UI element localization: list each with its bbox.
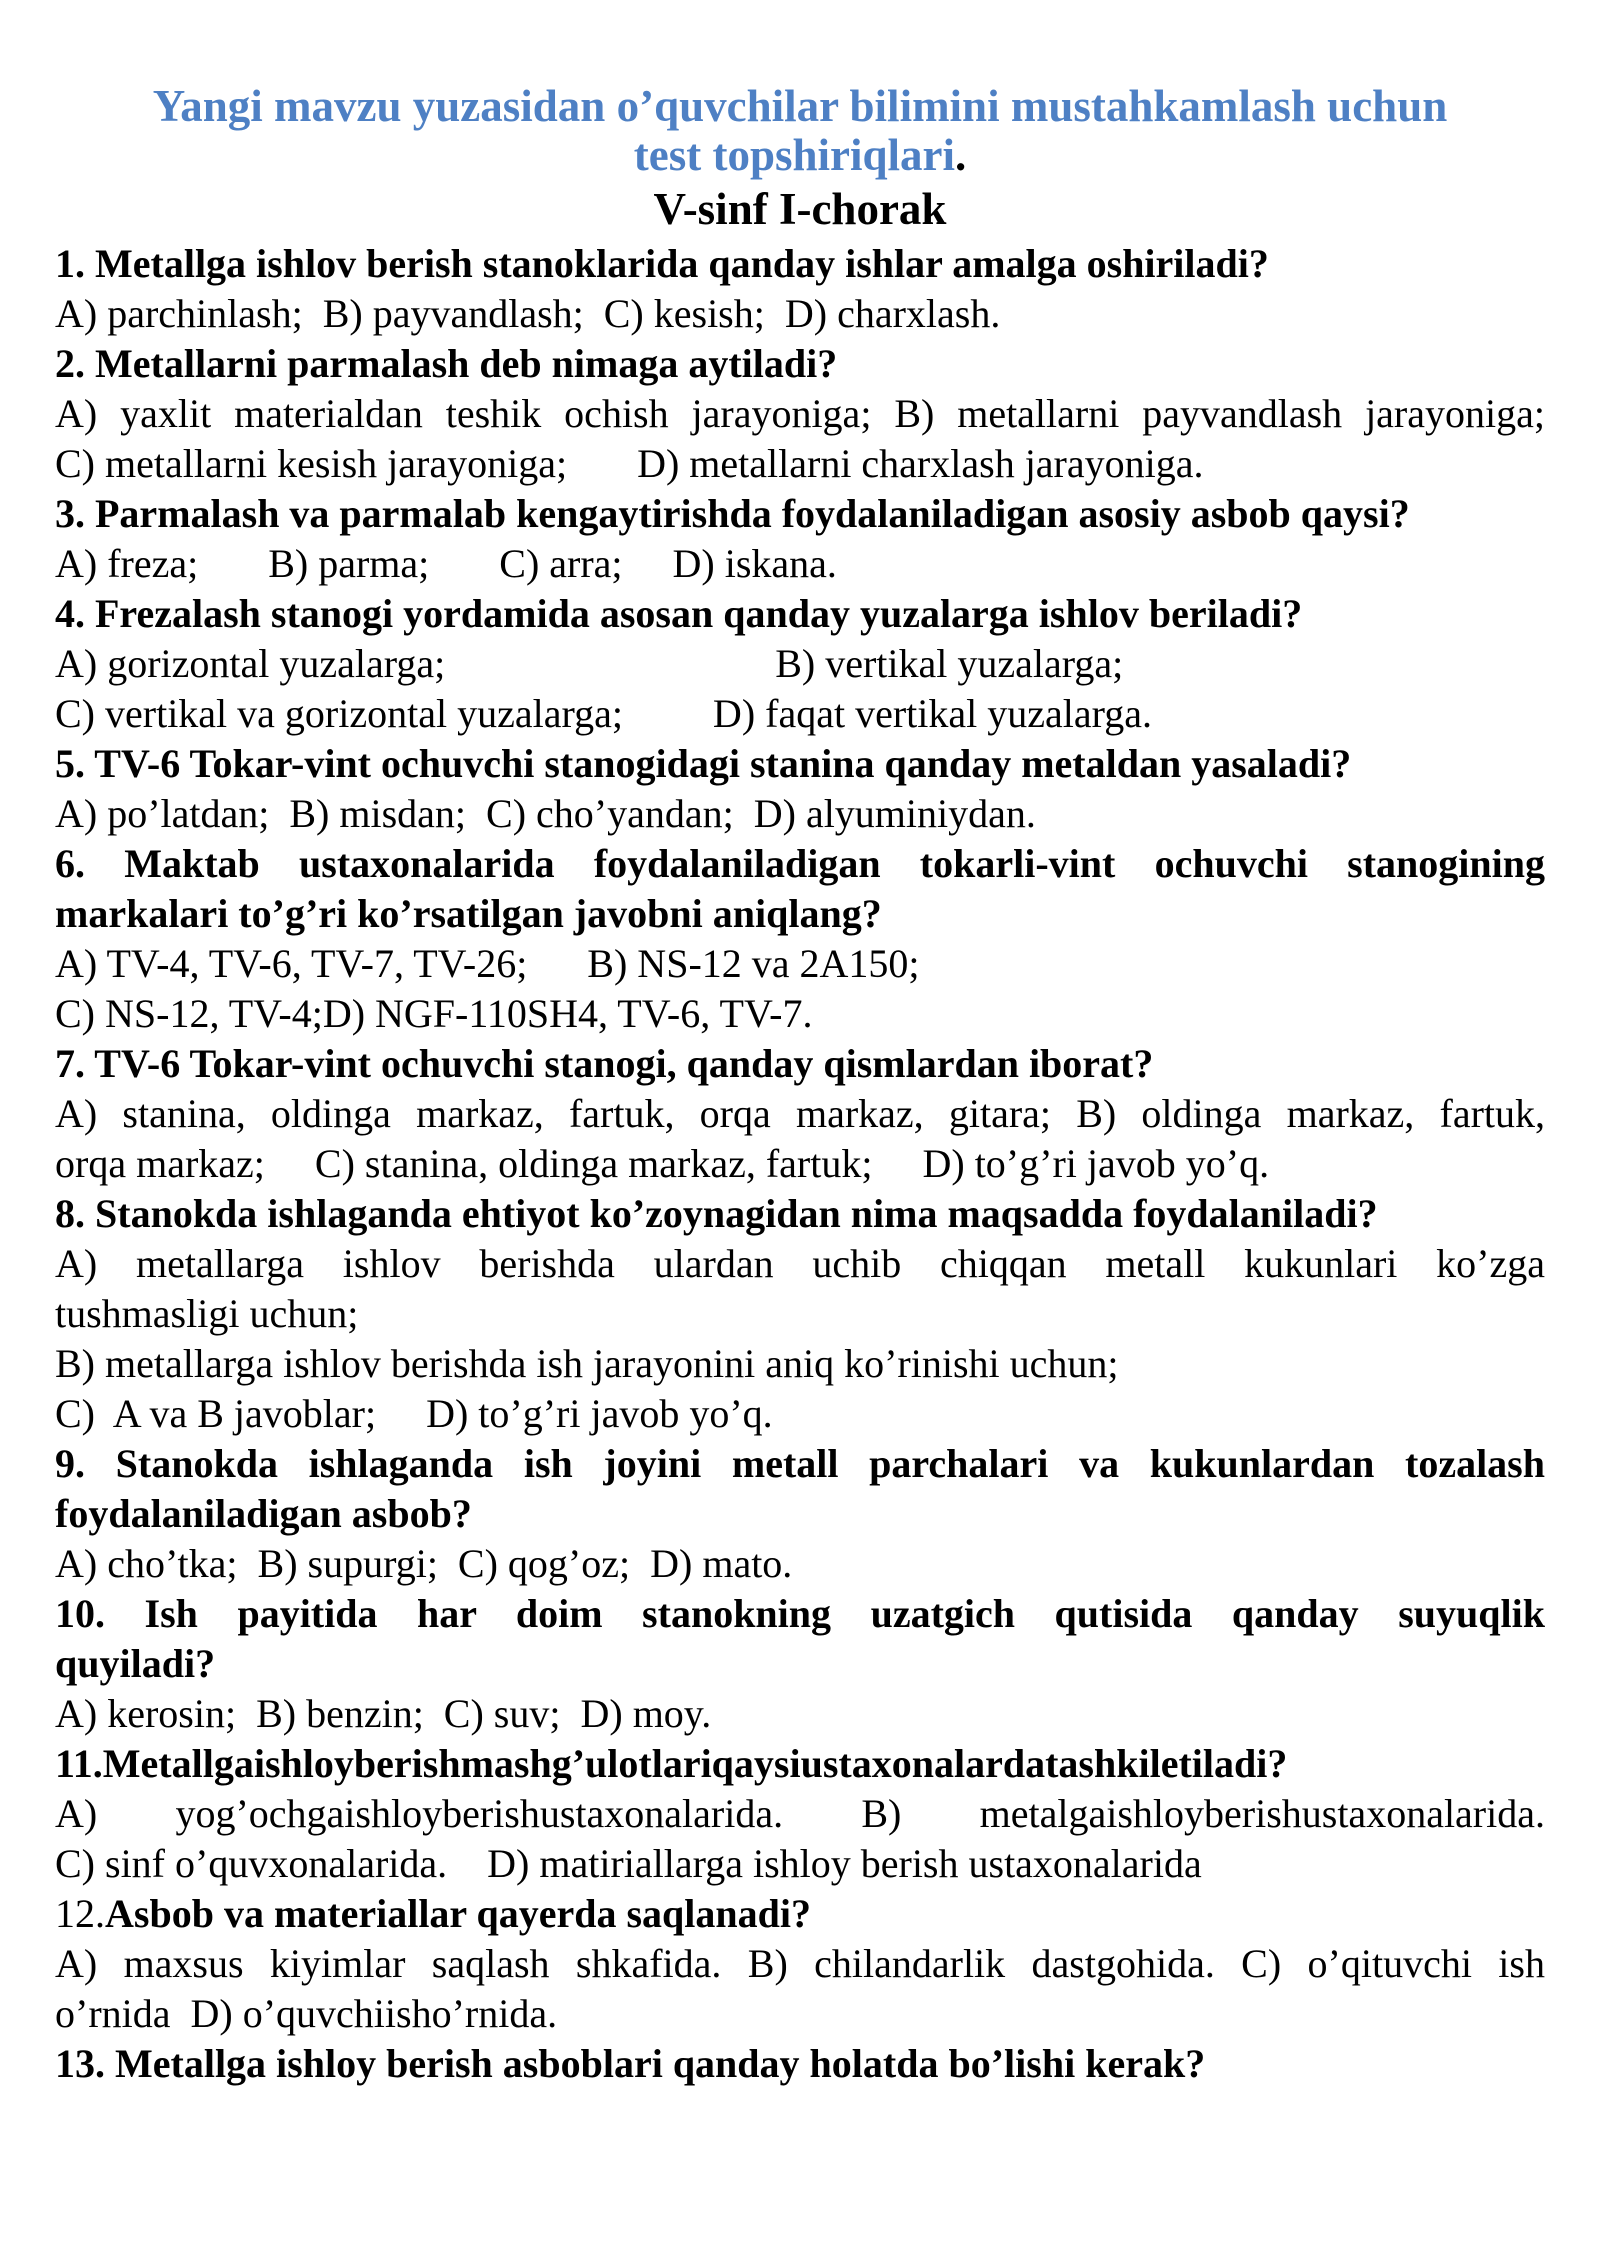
question-line: 10. Ish payitida har doim stanokning uzatgich qutisida qanday suyuqlik xyxy=(55,1591,1545,1636)
answer-line: A) stanina, oldinga markaz, fartuk, orqa markaz, gitara; B) oldinga markaz, fartuk, xyxy=(55,1091,1545,1136)
answer-line: A) maxsus kiyimlar saqlash shkafida. B) chilandarlik dastgohida. C) o’qituvchi ish xyxy=(55,1941,1545,1986)
question-line: 7. TV-6 Tokar-vint ochuvchi stanogi, qanday qismlardan iborat? xyxy=(55,1041,1154,1086)
answer-line: C) metallarni kesish jarayoniga; D) metallarni charxlash jarayoniga. xyxy=(55,441,1204,486)
answer-line: A) gorizontal yuzalarga; B) vertikal yuzalarga; xyxy=(55,641,1124,686)
question-line: 4. Frezalash stanogi yordamida asosan qanday yuzalarga ishlov beriladi? xyxy=(55,591,1303,636)
title-line-1 xyxy=(55,82,1545,131)
test-body xyxy=(55,239,1545,2089)
answer-line: A) kerosin; B) benzin; C) suv; D) moy. xyxy=(55,1691,712,1736)
document-title xyxy=(55,82,1545,180)
answer-line: A) cho’tka; B) supurgi; C) qog’oz; D) mato. xyxy=(55,1541,793,1586)
title-line-2 xyxy=(55,131,1545,180)
question-line: 11.Metallgaishloyberishmashg’ulotlariqaysiustaxonalardatashkiletiladi? xyxy=(55,1741,1288,1786)
question-line: 6. Maktab ustaxonalarida foydalaniladigan tokarli-vint ochuvchi stanogining xyxy=(55,841,1545,886)
answer-line: C) vertikal va gorizontal yuzalarga; D) faqat vertikal yuzalarga. xyxy=(55,691,1152,736)
question-line: 5. TV-6 Tokar-vint ochuvchi stanogidagi stanina qanday metaldan yasaladi? xyxy=(55,741,1352,786)
answer-line: A) yog’ochgaishloyberishustaxonalarida. B) metalgaishloyberishustaxonalarida. xyxy=(55,1791,1545,1836)
title-period: . xyxy=(955,130,967,180)
answer-line: orqa markaz; C) stanina, oldinga markaz, fartuk; D) to’g’ri javob yo’q. xyxy=(55,1141,1270,1186)
section-heading: V-sinf I-chorak xyxy=(653,184,947,234)
question-line: 2. Metallarni parmalash deb nimaga aytiladi? xyxy=(55,341,838,386)
question-line: 1. Metallga ishlov berish stanoklarida qanday ishlar amalga oshiriladi? xyxy=(55,241,1269,286)
answer-line: o’rnida D) o’quvchiisho’rnida. xyxy=(55,1991,558,2036)
document-header xyxy=(55,82,1545,237)
answer-line: A) freza; B) parma; C) arra; D) iskana. xyxy=(55,541,837,586)
question-line: foydalaniladigan asbob? xyxy=(55,1491,472,1536)
answer-line: A) parchinlash; B) payvandlash; C) kesish; D) charxlash. xyxy=(55,291,1001,336)
question-line: 3. Parmalash va parmalab kengaytirishda foydalaniladigan asosiy asbob qaysi? xyxy=(55,491,1410,536)
answer-line: A) TV-4, TV-6, TV-7, TV-26; B) NS-12 va 2A150; xyxy=(55,941,920,986)
answer-line: A) yaxlit materialdan teshik ochish jarayoniga; B) metallarni payvandlash jarayoniga; xyxy=(55,391,1545,436)
question-line xyxy=(55,1889,1545,1939)
title-line-2-text: test topshiriqlari xyxy=(633,130,955,180)
answer-line: A) po’latdan; B) misdan; C) cho’yandan; D) alyuminiydan. xyxy=(55,791,1036,836)
title-line-1-text: Yangi mavzu yuzasidan o’quvchilar bilimini mustahkamlash uchun xyxy=(152,81,1448,131)
answer-line: A) metallarga ishlov berishda ulardan uchib chiqqan metall kukunlari ko’zga xyxy=(55,1241,1545,1286)
answer-line: C) sinf o’quvxonalarida. D) matiriallarga ishloy berish ustaxonalarida xyxy=(55,1841,1202,1886)
answer-line: tushmasligi uchun; xyxy=(55,1291,359,1336)
answer-line: C) NS-12, TV-4;D) NGF-110SH4, TV-6, TV-7. xyxy=(55,991,813,1036)
question-line: 8. Stanokda ishlaganda ehtiyot ko’zoynagidan nima maqsadda foydalaniladi? xyxy=(55,1191,1378,1236)
question-line: 9. Stanokda ishlaganda ish joyini metall parchalari va kukunlardan tozalash xyxy=(55,1441,1545,1486)
question-line: quyiladi? xyxy=(55,1641,216,1686)
question-line: 13. Metallga ishloy berish asboblari qanday holatda bo’lishi kerak? xyxy=(55,2041,1206,2086)
answer-line: C) A va B javoblar; D) to’g’ri javob yo’q. xyxy=(55,1391,773,1436)
answer-line: B) metallarga ishlov berishda ish jarayonini aniq ko’rinishi uchun; xyxy=(55,1341,1119,1386)
question-line: markalari to’g’ri ko’rsatilgan javobni aniqlang? xyxy=(55,891,882,936)
question-text: Asbob va materiallar qayerda saqlanadi? xyxy=(105,1891,811,1936)
question-number: 12. xyxy=(55,1891,105,1936)
